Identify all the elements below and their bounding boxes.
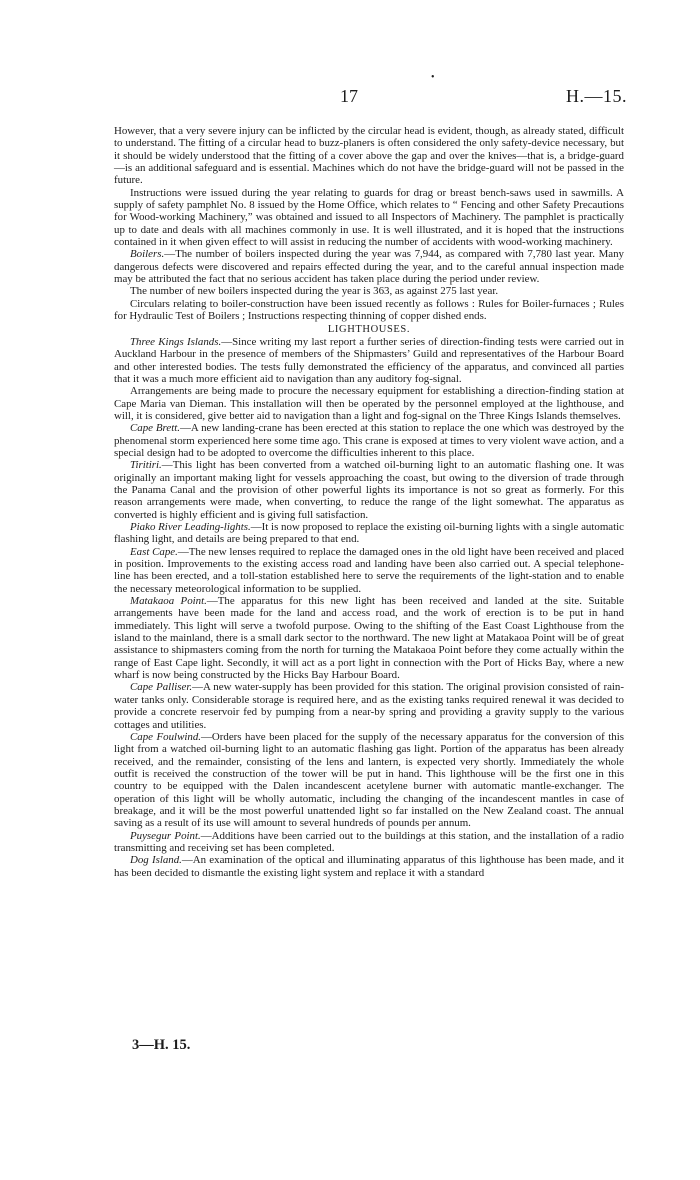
paragraph-lead: Boilers. <box>130 248 165 261</box>
paragraph-text: —Since writing my last report a further series of direction-finding tests were carried out in Auckland Harbour in the presence of members of the Shipmasters’ Guild and representatives of the Harbour Board and other interested bodies. The tests fully demonstrated the efficiency of the apparatus, and convinced all parties that it was a much more efficient aid to navigation than any auditory fog-signal. <box>114 335 625 385</box>
paragraph-text: However, that a very severe injury can be inflicted by the circular head is evident, though, as already stated, difficult to understand. The fitting of a circular head to buzz-planers is often considered the only safety-device necessary, but it should be widely understood that the fitting of a cover above the gap and over the knives—that is, a bridge-guard—is an additional safeguard and is essential. Machines which do not have the bridge-guard will not be passed in the future. <box>114 125 624 187</box>
page-number: 17 <box>340 86 358 106</box>
paragraph-lead: Cape Brett. <box>130 422 181 435</box>
paragraph-lead: Matakaoa Point. <box>130 595 207 608</box>
paragraph <box>114 385 624 422</box>
paragraph-lead: Cape Foulwind. <box>130 730 201 743</box>
paragraph-text: The number of new boilers inspected during the year is 363, as against 275 last year. <box>130 285 499 298</box>
paragraph-lead: Dog Island. <box>130 854 182 867</box>
printer-mark: • <box>431 72 435 83</box>
paragraph-lead: East Cape. <box>130 545 178 558</box>
paragraph-lead: Puysegur Point. <box>130 829 201 842</box>
paragraph-text: —A new landing-crane has been erected at this station to replace the one which was destroyed by the phenomenal storm experienced here some time ago. This crane is exposed at times to very violent wave action, and a special design had to be adopted to overcome the difficulties inherent to this place. <box>114 422 624 459</box>
paragraph-lead: Piako River Leading-lights. <box>130 521 251 533</box>
paragraph-text: —This light has been converted from a watched oil-burning light to an automatic flashing one. It was originally an important making light for vessels approaching the coast, but owing to the diversion of trade through the Panama Canal and the provision of other powerful lights its importance is not so great as formerly. For this reason arrangements were made, when converting, to reduce the range of the light somewhat. The apparatus as converted is highly efficient and is giving full satisfaction. <box>114 459 624 521</box>
section-heading: LIGHTHOUSES. <box>327 323 411 335</box>
paragraph-text: —Orders have been placed for the supply of the necessary apparatus for the conversion of this light from a watched oil-burning light to an automatic flashing gas light. Portion of the apparatus has been already received, and the remainder, consisting of the lens and lantern, is expected very shortly. Immediately the whole outfit is received the construction of the tower will be put in hand. This lighthouse will be the first one in this country to be equipped with the Dalen incandescent acetylene burner with automatic mantle-exchanger. The operation of this light will be wholly automatic, including the changing of the incandescent mantles in case of breakage, and it will be the most powerful unattended light so far installed on the New Zealand coast. The annual saving as a result of its use will amount to several hundreds of pounds per annum. <box>114 730 625 830</box>
paragraph <box>114 336 624 385</box>
paragraph-text: —The new lenses required to replace the damaged ones in the old light have been received and placed in position. Improvements to the existing access road and landing have been also carried out. A special telephone-line has been erected, and a toll-station established here to serve the requirements of the light-station and to enable the necessary meteorological information to be supplied. <box>114 545 624 595</box>
paragraph-text: —An examination of the optical and illuminating apparatus of this lighthouse has been made, and it has been decided to dismantle the existing light system and replace it with a standard <box>114 854 624 879</box>
paragraph-text: —The number of boilers inspected during the year was 7,944, as compared with 7,780 last year. Many dangerous defects were discovered and repairs effected during the year, and to the careful annual inspection made may be attributed the fact that no serious accident has taken place during the period under review. <box>114 248 624 286</box>
paragraph-text: Instructions were issued during the year relating to guards for drag or breast bench-saws used in sawmills. A supply of safety pamphlet No. 8 issued by the Home Office, which relates to “ Fencing and other Safety Precautions for Wood-working Machinery,” was obtained and issued to all Inspectors of Machinery. The pamphlet is practically up to date and deals with all machines commonly in use. It is well illustrated, and it is hoped that the instructions contained in it when given effect to will assist in reducing the number of accidents with wood-working machinery. <box>114 186 624 249</box>
paragraph <box>114 125 624 187</box>
paragraph-text: —A new water-supply has been provided for this station. The original provision consisted of rain-water tanks only. Considerable storage is required here, and as the existing tanks required renewal it was decided to provide a concrete reservoir fed by pumping from a near-by spring and providing a gravity supply to the various cottages and utilities. <box>114 681 625 731</box>
paragraph <box>114 681 624 730</box>
body-text <box>114 125 624 879</box>
page-header <box>0 86 700 110</box>
paragraph <box>114 521 624 546</box>
paragraph <box>114 459 624 521</box>
paragraph-lead: Tiritiri. <box>130 459 162 472</box>
paragraph-text: —Additions have been carried out to the buildings at this station, and the installation of a radio transmitting and receiving set has been completed. <box>114 829 624 854</box>
paragraph <box>114 854 624 879</box>
paragraph-text: Circulars relating to boiler-construction have been issued recently as follows : Rules for Boiler-furnaces ; Rules for Hydraulic Test of Boilers ; Instructions respecting thinning of copper dished ends. <box>114 297 624 323</box>
paragraph <box>114 285 624 297</box>
document-reference: H.—15. <box>566 86 627 106</box>
paragraph-text: Arrangements are being made to procure the necessary equipment for establishing a direction-finding station at Cape Maria van Dieman. This installation will then be operated by the personnel employed at the lighthouse, and will, it is considered, give better aid to navigation than a light and fog-signal on the Three Kings Islands themselves. <box>114 385 624 422</box>
signature-mark: 3—H. 15. <box>132 1037 191 1053</box>
paragraph <box>114 298 624 323</box>
paragraph-lead: Cape Palliser. <box>130 681 193 694</box>
paragraph-text: —It is now proposed to replace the existing oil-burning lights with a single automatic flashing light, and details are being prepared to that end. <box>114 521 625 546</box>
paragraph-lead: Three Kings Islands. <box>130 335 222 348</box>
paragraph <box>114 546 624 595</box>
paragraph-text: —The apparatus for this new light has been received and landed at the site. Suitable arrangements have been made for the land and access road, and the work of erection is to be put in hand immediately. This light will serve a twofold purpose. Owing to the shifting of the East Coast Lighthouse from the island to the mainland, there is a small dark sector to the northward. The new light at Matakaoa Point will be of great assistance to shipmasters coming from the north for turning the Matakaoa Point before they come actually within the range of East Cape light. Secondly, it will act as a port light in connection with the Port of Hicks Bay, where a new wharf is now being constructed by the Hicks Bay Harbour Board. <box>114 595 625 682</box>
paragraph <box>114 595 624 681</box>
paragraph <box>114 422 624 459</box>
paragraph <box>114 248 624 285</box>
paragraph <box>114 731 624 830</box>
paragraph <box>114 830 624 855</box>
paragraph <box>114 187 624 249</box>
